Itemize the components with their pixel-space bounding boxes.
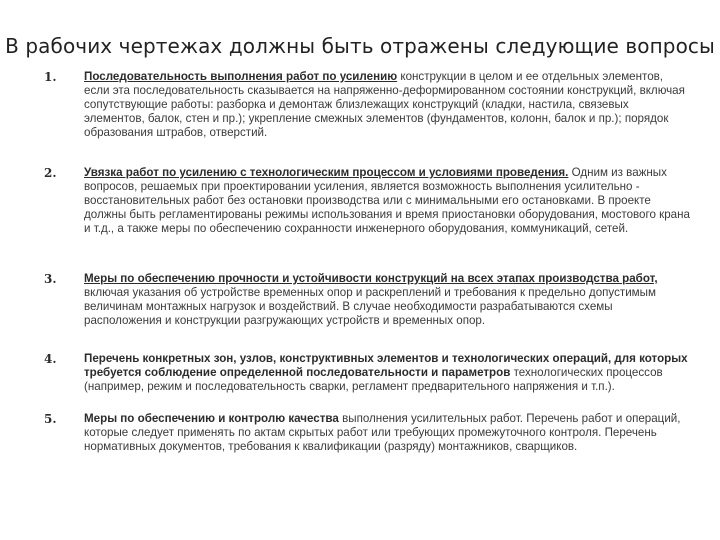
item-number: 3. [44,272,57,286]
list-item [40,272,690,352]
item-text [84,166,690,236]
requirements-list [40,70,690,472]
item-text [84,352,690,394]
item-text [84,70,690,140]
list-item [40,412,690,472]
item-heading: Меры по обеспечению и контролю качества [84,412,339,425]
item-number: 2. [44,166,57,180]
item-number: 5. [44,412,57,426]
item-heading: Увязка работ по усилению с технологическим процессом и условиями проведения. [84,166,569,179]
item-description: включая указания об устройстве временных опор и раскреплений и требования к предельно допустимым величинам монтажных нагрузок и воздействий. В случае необходимости разрабатываются схемы расположения и конструкции разгружающих устройств и временных опор. [84,286,656,327]
item-number: 4. [44,352,57,366]
item-text [84,412,690,454]
item-heading: Меры по обеспечению прочности и устойчивости конструкций на всех этапах производства работ, [84,272,658,285]
slide-title: В рабочих чертежах должны быть отражены следующие вопросы [5,34,715,58]
item-description: выполнения усилительных работ. Перечень работ и операций, которые следует применять по актам скрытых работ или требующих промежуточного контроля. Перечень нормативных документов, требования к квалификации (разряду) монтажников, сварщиков. [84,412,681,453]
item-description: технологических процессов (например, режим и последовательность сварки, регламент предварительного напряжения и т.п.). [84,366,663,393]
item-description: конструкции в целом и ее отдельных элементов, если эта последовательность сказывается на напряженно-деформированном состоянии конструкций, включая сопутствующие работы: разборка и демонтаж близлежащих конструкций (кладки, настила, связевых элементов, балок, стен и пр.); укрепление смежных элементов (фундаментов, колонн, балок и пр.); порядок образования штрабов, отверстий. [84,70,685,139]
list-item [40,166,690,272]
list-item [40,352,690,412]
list-item [40,70,690,166]
item-heading: Перечень конкретных зон, узлов, конструктивных элементов и технологических операций, для которых требуется соблюдение определенной последовательности и параметров [84,352,688,379]
item-heading: Последовательность выполнения работ по усилению [84,70,398,83]
item-description: Одним из важных вопросов, решаемых при проектировании усиления, является возможность выполнения усилительно - восстановительных работ без остановки производства или с минимальными его остановками. В проекте должны быть регламентированы режимы использования и время приостановки оборудования, мостового крана и т.д., а также меры по обеспечению сохранности инженерного оборудования, коммуникаций, сетей. [84,166,690,235]
item-text [84,272,690,328]
item-number: 1. [44,70,57,84]
